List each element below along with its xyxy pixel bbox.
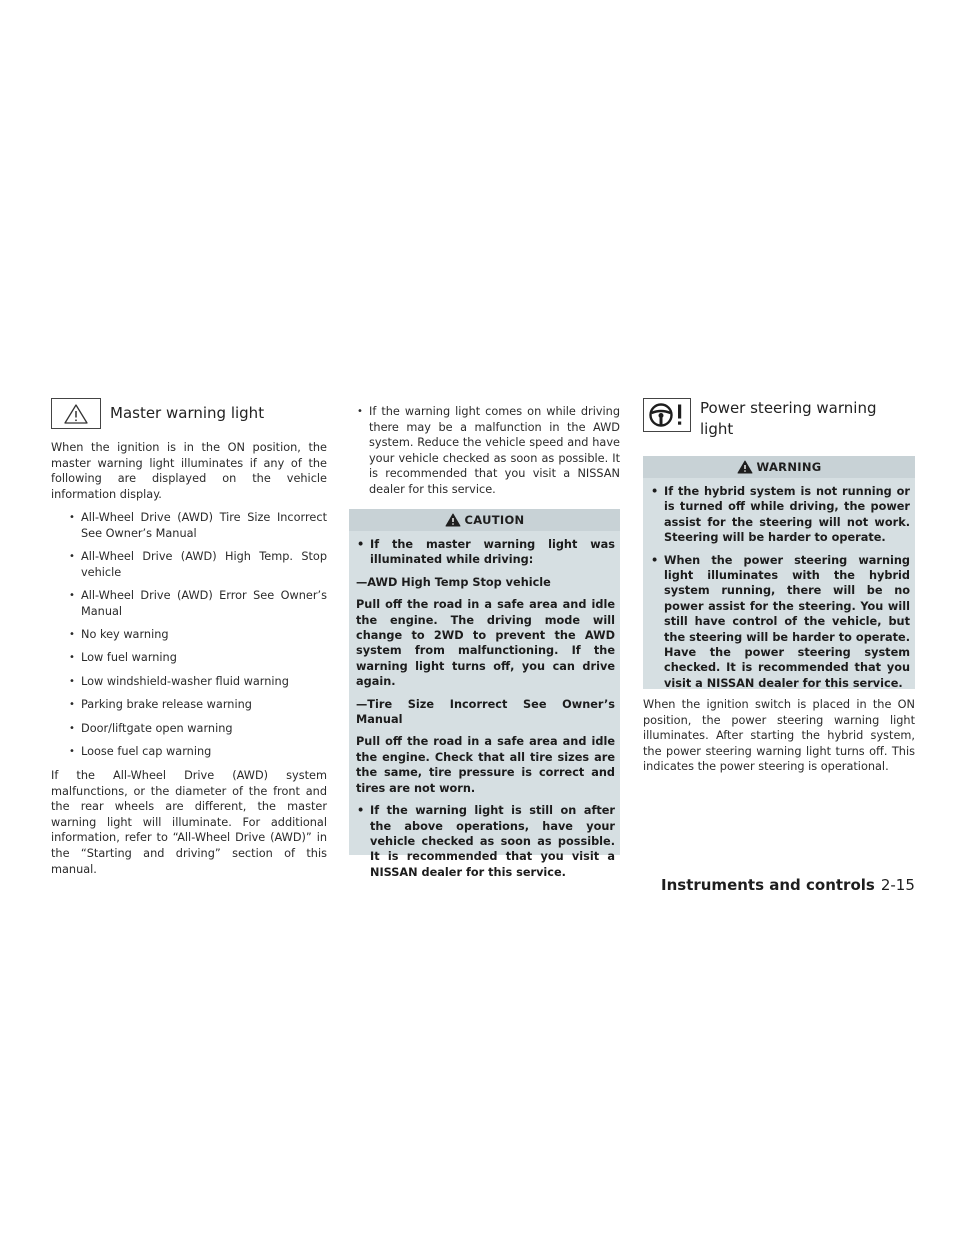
power-steering-body: When the ignition switch is placed in the ON position, the power steering warning light illuminates. After starting the hybrid system, the power steering warning light turns off. This indicates the power steering is operational. xyxy=(643,698,915,774)
warning-label: WARNING xyxy=(756,460,822,474)
page-footer xyxy=(661,876,915,894)
list-item: • All-Wheel Drive (AWD) High Temp. Stop vehicle xyxy=(61,549,327,580)
warning-triangle-icon xyxy=(63,403,89,425)
warning-item: • If the hybrid system is not running or is turned off while driving, the power assist for the steering will not work. Steering will be harder to operate. xyxy=(650,484,910,546)
list-item: • All-Wheel Drive (AWD) Error See Owner’s Manual xyxy=(61,588,327,619)
list-item: • Low fuel warning xyxy=(61,650,327,666)
master-warning-icon-box xyxy=(51,398,101,429)
master-warning-title: Master warning light xyxy=(110,404,265,422)
caution-header xyxy=(349,509,620,531)
caution-subheading: —Tire Size Incorrect See Owner’s Manual xyxy=(356,697,615,727)
awd-paragraph: If the All-Wheel Drive (AWD) system malfunctions, or the diameter of the front and the rear wheels are different, the master warning light will illuminate. For additional information, refer to “All-Wheel Drive (AWD)” in the “Starting and driving” section of this manual. xyxy=(51,769,327,876)
caution-label: CAUTION xyxy=(464,513,525,527)
warning-icon xyxy=(737,460,753,474)
power-steering-icon-box xyxy=(643,398,691,432)
caution-item: • If the master warning light was illuminated while driving: xyxy=(356,537,615,568)
caution-paragraph: Pull off the road in a safe area and idle the engine. The driving mode will change to 2WD to prevent the AWD system from malfunctioning. If the warning light turns off, you can drive again. xyxy=(356,598,615,689)
list-item: • If the warning light comes on while driving there may be a malfunction in the AWD system. Reduce the vehicle speed and have your vehicle checked as soon as possible. It is recommended that you visit a NISSAN dealer for this service. xyxy=(349,404,620,498)
warning-item: • When the power steering warning light illuminates with the hybrid system running, there will be no power assist for the steering. You will still have control of the vehicle, but the steering will be harder to operate. Have the power steering system checked. It is recommended that you visit a NISSAN dealer for this service. xyxy=(650,553,910,692)
footer-section: Instruments and controls xyxy=(661,876,875,894)
master-list xyxy=(61,510,327,767)
list-item: • Door/liftgate open warning xyxy=(61,721,327,737)
list-item: • All-Wheel Drive (AWD) Tire Size Incorrect See Owner’s Manual xyxy=(61,510,327,541)
warning-box xyxy=(643,456,915,689)
list-item: • No key warning xyxy=(61,627,327,643)
caution-box xyxy=(349,509,620,879)
power-steering-heading xyxy=(643,398,900,440)
list-item: • Low windshield-washer fluid warning xyxy=(61,674,327,690)
master-intro: When the ignition is in the ON position, the master warning light illuminates if any of the following are displayed on the vehicle information display. xyxy=(51,441,327,501)
caution-paragraph: Pull off the road in a safe area and idle the engine. Check that all tire sizes are the same, tire pressure is correct and tires are not worn. xyxy=(356,735,615,795)
page-number: 2-15 xyxy=(880,876,915,894)
caution-body xyxy=(349,531,620,895)
steering-wheel-warning-icon xyxy=(647,402,687,428)
list-item: • Parking brake release warning xyxy=(61,697,327,713)
list-item: • Loose fuel cap warning xyxy=(61,744,327,760)
warning-body xyxy=(643,478,915,706)
caution-item: • If the warning light is still on after the above operations, have your vehicle checked as soon as possible. It is recommended that you visit a NISSAN dealer for this service. xyxy=(356,803,615,880)
awd-list xyxy=(349,404,620,505)
caution-subheading: —AWD High Temp Stop vehicle xyxy=(356,575,551,589)
master-warning-heading xyxy=(51,398,264,429)
warning-header xyxy=(643,456,915,478)
power-steering-title: Power steering warning light xyxy=(700,399,877,438)
caution-icon xyxy=(445,513,461,527)
